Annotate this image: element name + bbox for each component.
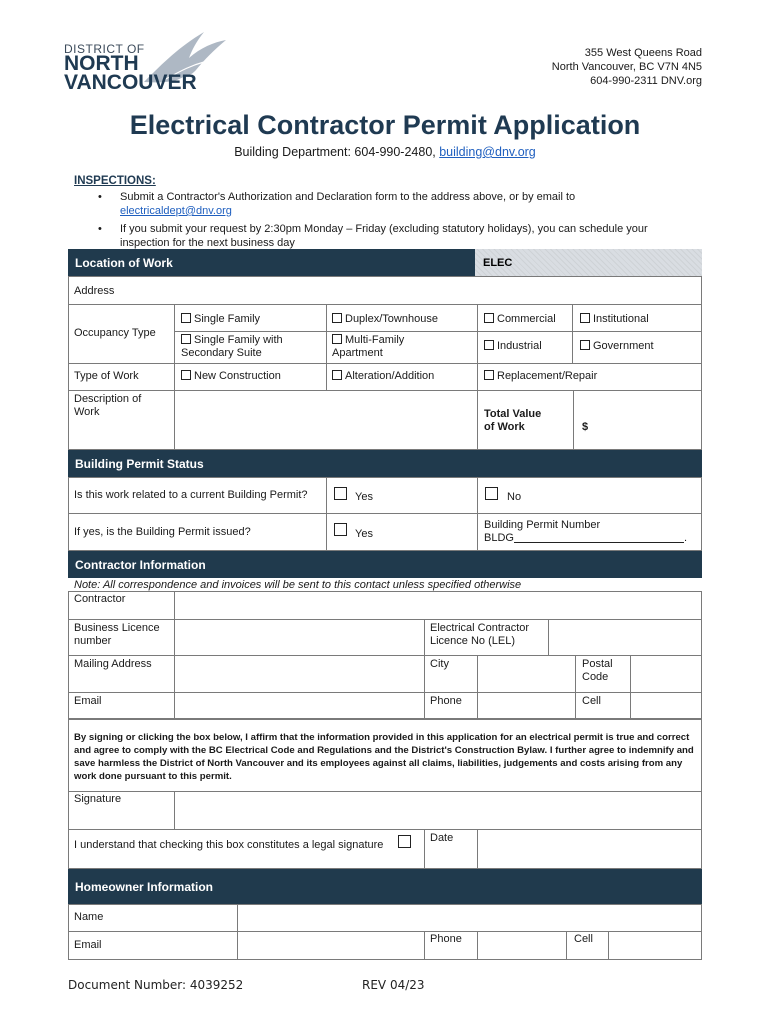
email-label: Email bbox=[74, 695, 102, 707]
signature-input[interactable] bbox=[175, 792, 701, 829]
homeowner-name-label: Name bbox=[74, 911, 104, 923]
checkbox-icon[interactable] bbox=[332, 334, 342, 344]
bullet-2-line-2: inspection for the next business day bbox=[120, 237, 295, 249]
yes-label: Yes bbox=[355, 491, 373, 503]
location-of-work-header bbox=[68, 249, 702, 276]
permit-issued-question: If yes, is the Building Permit issued? bbox=[74, 526, 251, 538]
homeowner-information-header bbox=[68, 869, 702, 904]
description-input[interactable] bbox=[175, 391, 476, 449]
contractor-input[interactable] bbox=[175, 592, 701, 619]
bullet-dot: • bbox=[98, 191, 102, 203]
checkbox-icon[interactable] bbox=[484, 340, 494, 350]
cell-label: Cell bbox=[582, 695, 601, 707]
checkbox-replacement[interactable]: Replacement/Repair bbox=[484, 370, 597, 383]
checkbox-single-secondary[interactable]: Single Family with Secondary Suite bbox=[181, 334, 283, 359]
checkbox-commercial[interactable]: Commercial bbox=[484, 313, 556, 326]
yes-checkbox[interactable] bbox=[334, 487, 347, 500]
checkbox-icon[interactable] bbox=[580, 313, 590, 323]
page-subtitle bbox=[0, 145, 770, 159]
checkbox-multi-family[interactable]: Multi-Family Apartment bbox=[332, 334, 405, 359]
checkbox-industrial[interactable]: Industrial bbox=[484, 340, 542, 353]
homeowner-heading: Homeowner Information bbox=[75, 880, 214, 894]
issued-yes-label: Yes bbox=[355, 528, 373, 540]
homeowner-name-input[interactable] bbox=[238, 905, 701, 931]
district-address bbox=[552, 46, 702, 88]
building-permit-status-header bbox=[68, 450, 702, 477]
affirmation-text: By signing or clicking the box below, I affirm that the information provided in this application for an electrical permit is true and correct and agree to comply with the BC Electrical Code and Regulations and the District's Construction Bylaw. I further agree to indemnify and save harmless the District of North Vancouver and its employees against all claims, liabilities, judgements and costs arising from any work done pursuant to this permit. bbox=[74, 732, 694, 782]
phone-label: Phone bbox=[430, 695, 462, 707]
page-title: Electrical Contractor Permit Application bbox=[129, 110, 641, 140]
total-value-label: Total Value of Work bbox=[484, 408, 542, 433]
type-of-work-label: Type of Work bbox=[74, 370, 139, 382]
checkbox-icon[interactable] bbox=[484, 313, 494, 323]
no-checkbox[interactable] bbox=[485, 487, 498, 500]
permit-status-heading: Building Permit Status bbox=[75, 457, 204, 471]
business-licence-input[interactable] bbox=[175, 620, 424, 655]
building-dept-phone: Building Department: 604-990-2480, bbox=[234, 145, 440, 159]
checkbox-icon[interactable] bbox=[332, 370, 342, 380]
elec-code-field: ELEC bbox=[475, 249, 702, 276]
building-email-link[interactable]: building@dnv.org bbox=[439, 145, 536, 159]
bullet-dot: • bbox=[98, 223, 102, 235]
checkbox-icon[interactable] bbox=[580, 340, 590, 350]
inspections-heading: INSPECTIONS: bbox=[74, 175, 156, 187]
electrical-dept-email-link[interactable]: electricaldept@dnv.org bbox=[120, 205, 232, 217]
date-label: Date bbox=[430, 832, 454, 844]
city-label: City bbox=[430, 658, 449, 670]
address-street: 355 West Queens Road bbox=[584, 47, 702, 59]
district-logo bbox=[64, 22, 239, 102]
location-heading: Location of Work bbox=[75, 256, 173, 270]
issued-yes-checkbox[interactable] bbox=[334, 523, 347, 536]
no-label: No bbox=[507, 491, 522, 503]
address-contact: 604-990-2311 DNV.org bbox=[590, 75, 702, 87]
address-city: North Vancouver, BC V7N 4N5 bbox=[551, 61, 702, 73]
checkbox-icon[interactable] bbox=[484, 370, 494, 380]
checkbox-government[interactable]: Government bbox=[580, 340, 654, 353]
homeowner-cell-label: Cell bbox=[574, 933, 593, 945]
legal-signature-text: I understand that checking this box constitutes a legal signature bbox=[74, 839, 384, 851]
homeowner-email-label: Email bbox=[74, 939, 102, 951]
document-number: Document Number: 4039252 bbox=[68, 978, 244, 992]
correspondence-note: Note: All correspondence and invoices will be sent to this contact unless specified otherwise bbox=[74, 579, 522, 591]
lel-input[interactable] bbox=[549, 620, 701, 655]
total-value-input[interactable]: $ bbox=[582, 421, 589, 433]
address-input[interactable] bbox=[174, 277, 701, 304]
checkbox-icon[interactable] bbox=[332, 313, 342, 323]
signature-label: Signature bbox=[74, 793, 122, 805]
current-permit-question: Is this work related to a current Building Permit? bbox=[74, 489, 308, 501]
logo-line-north: NORTH bbox=[64, 52, 139, 75]
checkbox-new-construction[interactable]: New Construction bbox=[181, 370, 281, 383]
business-licence-label: Business Licence number bbox=[74, 622, 160, 647]
address-label: Address bbox=[74, 285, 115, 297]
occupancy-type-label: Occupancy Type bbox=[74, 327, 156, 339]
lel-label: Electrical Contractor Licence No (LEL) bbox=[430, 622, 530, 647]
checkbox-duplex[interactable]: Duplex/Townhouse bbox=[332, 313, 438, 326]
contractor-information-header bbox=[68, 551, 702, 578]
checkbox-icon[interactable] bbox=[181, 313, 191, 323]
bp-number-label: Building Permit Number bbox=[484, 519, 601, 531]
description-label: Description of Work bbox=[74, 393, 142, 418]
logo-line-district: DISTRICT OF bbox=[64, 42, 145, 56]
bullet-1-text: Submit a Contractor's Authorization and Declaration form to the address above, or by email to bbox=[120, 191, 576, 203]
checkbox-institutional[interactable]: Institutional bbox=[580, 313, 649, 326]
contractor-heading: Contractor Information bbox=[75, 558, 206, 572]
contractor-label: Contractor bbox=[74, 593, 126, 605]
checkbox-single-family[interactable]: Single Family bbox=[181, 313, 260, 326]
checkbox-icon[interactable] bbox=[181, 334, 191, 344]
homeowner-phone-label: Phone bbox=[430, 933, 462, 945]
postal-code-label: Postal Code bbox=[582, 658, 613, 683]
bullet-2-line-1: If you submit your request by 2:30pm Monday – Friday (excluding statutory holidays), you can schedule your bbox=[120, 223, 648, 235]
revision: REV 04/23 bbox=[362, 978, 425, 992]
mailing-address-label: Mailing Address bbox=[74, 658, 152, 670]
checkbox-icon[interactable] bbox=[181, 370, 191, 380]
legal-signature-checkbox[interactable] bbox=[398, 835, 411, 848]
bldg-field[interactable]: BLDG . bbox=[484, 532, 688, 544]
checkbox-alteration[interactable]: Alteration/Addition bbox=[332, 370, 434, 383]
logo-line-vancouver: VANCOUVER bbox=[64, 71, 197, 94]
